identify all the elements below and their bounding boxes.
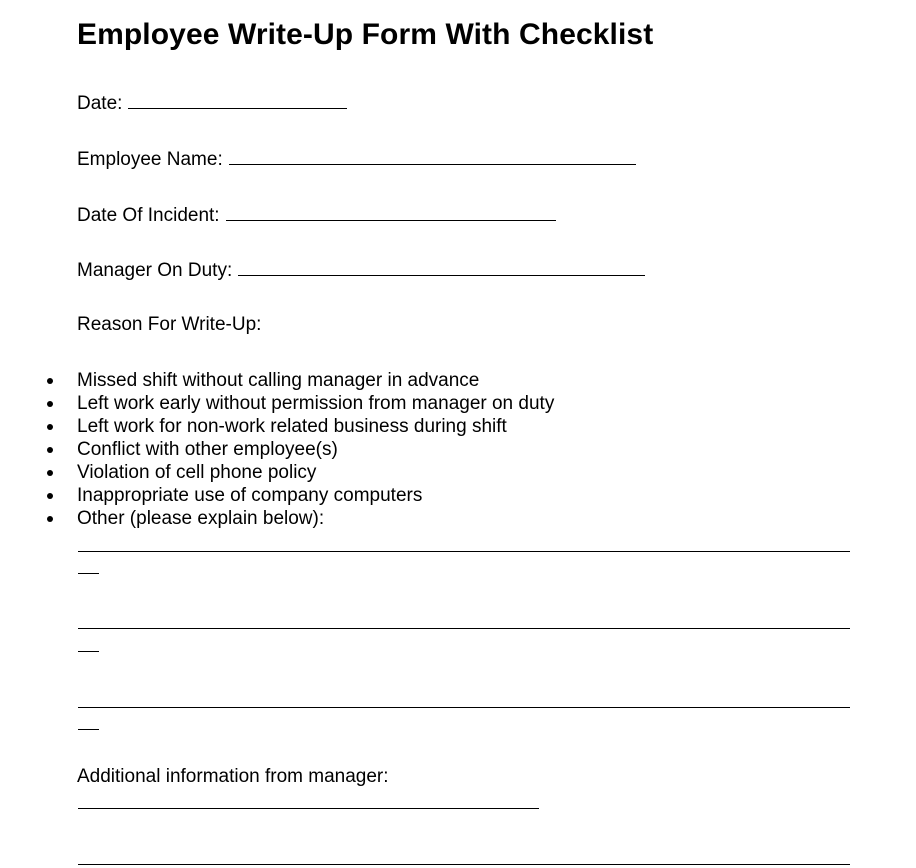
checklist-item[interactable] xyxy=(77,369,554,392)
additional-info-line-1[interactable] xyxy=(78,808,539,809)
checklist-item-text: Other (please explain below): xyxy=(77,508,325,529)
checklist-item-text: Left work for non-work related business during shift xyxy=(77,416,507,437)
checklist-item-text: Violation of cell phone policy xyxy=(77,462,317,483)
checklist-item-text: Inappropriate use of company computers xyxy=(77,485,423,506)
date-label: Date: xyxy=(77,93,123,114)
bullet-icon xyxy=(47,516,53,522)
explanation-line-1-wrap xyxy=(78,573,99,574)
checklist-item-text: Left work early without permission from manager on duty xyxy=(77,393,555,414)
page-title: Employee Write-Up Form With Checklist xyxy=(77,18,654,51)
reason-label: Reason For Write-Up: xyxy=(77,314,262,335)
reason-checklist xyxy=(77,369,554,530)
additional-info-line-2[interactable] xyxy=(78,864,850,865)
manager-on-duty-label: Manager On Duty: xyxy=(77,260,233,281)
bullet-icon xyxy=(47,493,53,499)
manager-on-duty-blank-line[interactable] xyxy=(238,257,645,276)
date-of-incident-field xyxy=(77,202,556,228)
manager-on-duty-field xyxy=(77,257,645,283)
checklist-item[interactable] xyxy=(77,438,554,461)
date-of-incident-blank-line[interactable] xyxy=(226,202,556,221)
bullet-icon xyxy=(47,378,53,384)
date-of-incident-label: Date Of Incident: xyxy=(77,205,220,226)
checklist-item[interactable] xyxy=(77,392,554,415)
employee-name-blank-line[interactable] xyxy=(229,146,636,165)
bullet-icon xyxy=(47,424,53,430)
bullet-icon xyxy=(47,470,53,476)
checklist-item[interactable] xyxy=(77,484,554,507)
employee-name-label: Employee Name: xyxy=(77,149,223,170)
employee-name-field xyxy=(77,146,636,172)
bullet-icon xyxy=(47,401,53,407)
explanation-line-2[interactable] xyxy=(78,628,850,629)
explanation-line-3[interactable] xyxy=(78,707,850,708)
checklist-item-text: Conflict with other employee(s) xyxy=(77,439,338,460)
explanation-line-3-wrap xyxy=(78,729,99,730)
checklist-item[interactable] xyxy=(77,507,554,530)
date-field xyxy=(77,90,347,116)
explanation-line-2-wrap xyxy=(78,651,99,652)
explanation-line-1[interactable] xyxy=(78,551,850,552)
additional-info-label: Additional information from manager: xyxy=(77,766,389,787)
date-blank-line[interactable] xyxy=(128,90,347,109)
checklist-item-text: Missed shift without calling manager in advance xyxy=(77,370,480,391)
checklist-item[interactable] xyxy=(77,461,554,484)
bullet-icon xyxy=(47,447,53,453)
checklist-item[interactable] xyxy=(77,415,554,438)
